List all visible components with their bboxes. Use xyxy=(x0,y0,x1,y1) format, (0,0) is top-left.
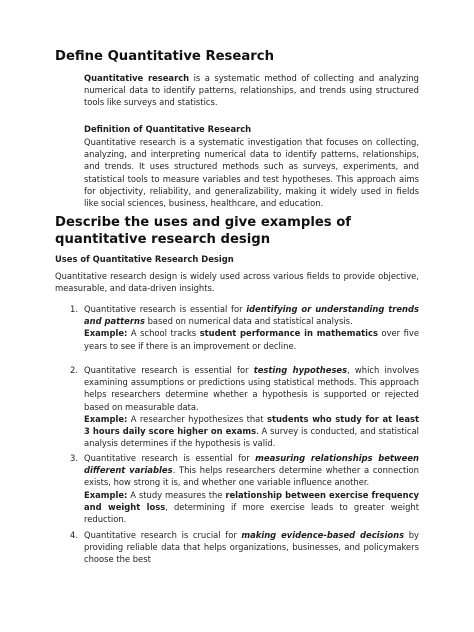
example-label: Example: xyxy=(84,328,128,339)
item-text: Quantitative research is essential for xyxy=(84,453,256,463)
item-text: based on numerical data and statistical analysis. xyxy=(144,316,353,327)
list-number: 2. xyxy=(70,365,78,375)
item-text: , which involves examining assumptions or predictions using statistical methods. This approach helps researchers determine whether a hypothesis is supported or rejected based on measurable data. xyxy=(84,365,419,412)
example-text: A researcher hypothesizes that xyxy=(127,413,267,424)
example-emphasis: students who study for at least 3 hours daily score higher on exams xyxy=(84,413,419,437)
list-number: 4. xyxy=(70,530,78,540)
item-emphasis: measuring relationships between different variables xyxy=(84,453,419,476)
example-emphasis: relationship between exercise frequency and weight loss xyxy=(84,489,420,512)
intro-paragraph xyxy=(84,72,419,109)
item-text: Quantitative research is crucial for xyxy=(84,530,242,540)
definition-paragraph: Quantitative research is a systematic investigation that focuses on collecting, analyzing, and interpreting numerical data to identify patterns, relationships, and trends. It uses structured methods such as surveys, experiments, and statistical tools to measure variables and test hypotheses. This approach aims for objectivity, reliability, and generalizability, making it widely used in fields like social sciences, business, healthcare, and education. xyxy=(84,137,419,209)
intro-text: is a systematic method of collecting and analyzing numerical data to identify patterns, relationships, and trends using structured tools like surveys and statistics. xyxy=(84,73,419,108)
section-heading-uses: Describe the uses and give examples of quantitative research design xyxy=(55,215,352,247)
definition-heading: Definition of Quantitative Research xyxy=(84,124,252,134)
item-text: . This helps researchers determine whether a connection exists, how strong it is, and whether one variable influence another. xyxy=(84,465,419,488)
list-item xyxy=(84,364,419,449)
example-label: Example: xyxy=(84,413,128,424)
list-item xyxy=(84,529,419,566)
list-item xyxy=(84,303,419,352)
section-heading-define: Define Quantitative Research xyxy=(55,49,274,64)
item-text: Quantitative research is essential for xyxy=(84,304,247,314)
item-text: by providing reliable data that helps organizations, businesses, and policymakers choose the best xyxy=(84,530,419,565)
list-number: 1. xyxy=(70,304,78,314)
example-emphasis: student performance in mathematics xyxy=(199,328,378,339)
item-emphasis: testing hypotheses xyxy=(253,365,348,375)
example-text: . A survey is conducted, and statistical analysis determines if the hypothesis is valid. xyxy=(84,426,419,449)
item-emphasis: identifying or understanding trends and patterns xyxy=(84,304,420,327)
example-text: A school tracks xyxy=(127,328,200,339)
example-text: A study measures the xyxy=(127,489,226,500)
item-emphasis: making evidence-based decisions xyxy=(241,530,405,540)
intro-lead: Quantitative research xyxy=(84,73,190,83)
item-text: Quantitative research is essential for xyxy=(84,365,254,375)
example-text: , determining if more exercise leads to greater weight reduction. xyxy=(84,501,419,525)
list-item xyxy=(84,452,419,525)
uses-heading: Uses of Quantitative Research Design xyxy=(55,254,234,264)
list-number: 3. xyxy=(70,453,78,463)
example-label: Example: xyxy=(84,489,128,500)
uses-intro: Quantitative research design is widely used across various fields to provide objective, measurable, and data-driven insights. xyxy=(55,271,419,294)
example-text: over five years to see if there is an improvement or decline. xyxy=(84,328,420,351)
